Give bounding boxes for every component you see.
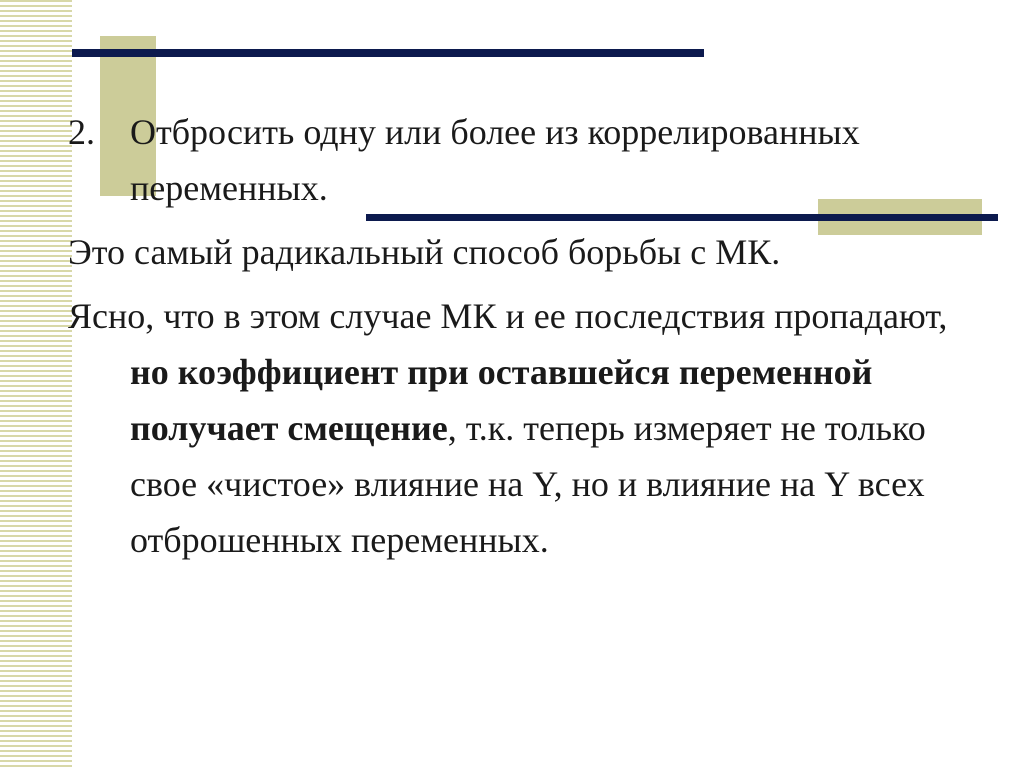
paragraph-consequences [68,288,968,568]
decorative-navy-line-top [72,49,704,57]
paragraph-radical-method: Это самый радикальный способ борьбы с МК. [68,232,781,272]
numbered-item [68,104,968,216]
item-text: Отбросить одну или более из коррелированных переменных. [130,112,860,208]
decorative-stripe-band [0,0,72,768]
consequences-bold-text: но коэффициент при оставшейся переменной получает смещение [130,352,873,448]
item-number: 2. [68,112,95,152]
consequences-text-end: , т.к. теперь измеряет не только свое «чистое» влияние на Y, но и влияние на Y всех отброшенных переменных. [130,408,926,560]
slide-body [68,104,968,576]
consequences-text-start: Ясно, что в этом случае МК и ее последствия пропадают, [68,296,948,336]
